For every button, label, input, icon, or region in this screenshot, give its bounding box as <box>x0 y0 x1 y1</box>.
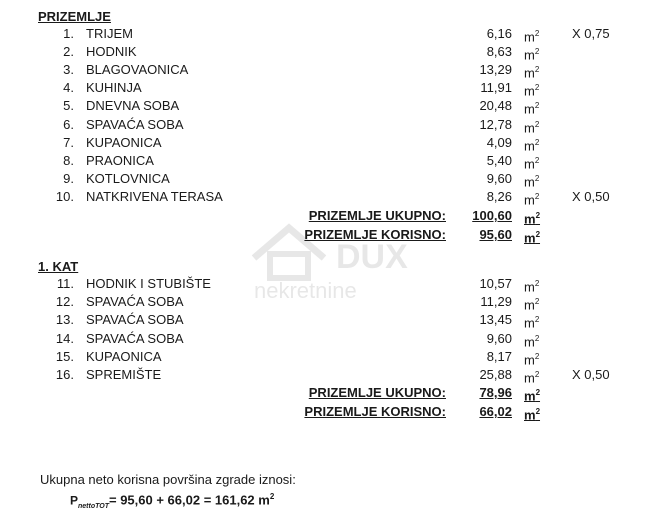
row-number: 6. <box>63 116 74 132</box>
row-number: 16. <box>55 367 74 382</box>
row-number: 8. <box>63 152 74 168</box>
total-row <box>0 403 654 421</box>
room-name: BLAGOVAONICA <box>86 62 189 78</box>
room-name: TRIJEM <box>86 26 133 41</box>
area-value: 12,78 <box>479 116 512 132</box>
area-unit: $m^2$ <box>524 370 540 386</box>
row-number: 3. <box>63 62 74 78</box>
area-value: 9,60 <box>486 170 512 186</box>
summary-formula <box>70 492 274 510</box>
total-label: PRIZEMLJE KORISNO: <box>304 227 446 242</box>
total-label: PRIZEMLJE UKUPNO: <box>308 208 446 223</box>
area-unit: $m^2$ <box>524 119 540 135</box>
table-row <box>0 293 654 311</box>
row-number: 9. <box>63 170 74 186</box>
room-name: KUPAONICA <box>86 134 162 150</box>
total-value: 95,60 <box>479 227 512 242</box>
area-value: 6,16 <box>486 26 512 41</box>
area-factor: X 0,75 <box>572 26 610 41</box>
table-row <box>0 134 654 152</box>
table-row <box>0 61 654 79</box>
area-value: 4,09 <box>486 134 512 150</box>
table-row <box>0 366 654 384</box>
room-name: SPAVAĆA SOBA <box>86 294 184 310</box>
p-subscript: nettoTOT <box>78 502 109 510</box>
area-value: 9,60 <box>486 330 512 346</box>
total-unit: $m^2$ <box>524 211 541 227</box>
table-row <box>0 275 654 293</box>
p-symbol: P <box>70 493 79 508</box>
total-value: 78,96 <box>479 385 512 400</box>
area-value: 8,26 <box>486 188 512 204</box>
first-floor-heading: 1. KAT <box>38 259 79 274</box>
total-value: 66,02 <box>479 404 512 419</box>
total-row <box>0 226 654 244</box>
ground-floor-heading: PRIZEMLJE <box>38 9 111 24</box>
area-unit: $m^2$ <box>524 155 540 172</box>
row-number: 10. <box>55 188 74 204</box>
room-name: PRAONICA <box>86 152 154 168</box>
total-value: 100,60 <box>472 208 512 223</box>
room-name: KUPAONICA <box>86 348 162 364</box>
total-unit: $m^2$ <box>524 407 541 423</box>
area-unit: $m^2$ <box>524 29 540 45</box>
area-unit: $m^2$ <box>524 333 540 349</box>
area-unit: $m^2$ <box>524 279 540 295</box>
area-value: 10,57 <box>479 276 512 291</box>
row-number: 5. <box>63 98 74 114</box>
area-unit: $m^2$ <box>524 47 540 63</box>
room-name: SPAVAĆA SOBA <box>86 312 184 328</box>
room-name: DNEVNA SOBA <box>86 98 180 114</box>
table-row <box>0 188 654 206</box>
table-row <box>0 25 654 43</box>
area-value: 20,48 <box>479 98 512 114</box>
summary-equation-exp: 2 <box>269 492 275 501</box>
total-label: PRIZEMLJE KORISNO: <box>304 404 446 419</box>
table-row <box>0 116 654 134</box>
table-row <box>0 79 654 97</box>
summary-note: Ukupna neto korisna površina zgrade iznosi: <box>40 472 296 487</box>
room-name: SPAVAĆA SOBA <box>86 116 184 132</box>
room-name: SPAVAĆA SOBA <box>86 330 184 346</box>
area-value: 11,91 <box>480 80 512 96</box>
room-name: HODNIK <box>86 44 137 60</box>
summary-equation: = 95,60 + 66,02 = 161,62 m <box>109 492 270 508</box>
area-unit: $m^2$ <box>524 297 540 313</box>
watermark-brand: DUX <box>336 238 408 276</box>
row-number: 4. <box>63 80 74 96</box>
area-value: 8,17 <box>486 348 512 364</box>
total-label: PRIZEMLJE UKUPNO: <box>308 385 446 400</box>
room-name: NATKRIVENA TERASA <box>86 188 223 204</box>
table-row <box>0 97 654 115</box>
row-number: 7. <box>63 134 74 150</box>
area-unit: $m^2$ <box>524 137 540 153</box>
room-name: KUHINJA <box>86 80 142 96</box>
area-value: 13,29 <box>479 62 512 78</box>
area-unit: $m^2$ <box>524 83 540 99</box>
row-number: 13. <box>55 312 74 328</box>
area-unit: $m^2$ <box>524 315 540 331</box>
area-factor: X 0,50 <box>572 188 610 204</box>
area-value: 8,63 <box>486 44 512 60</box>
area-unit: $m^2$ <box>524 351 540 368</box>
area-factor: X 0,50 <box>572 367 610 382</box>
row-number: 14. <box>55 330 74 346</box>
area-unit: $m^2$ <box>524 101 540 117</box>
room-name: SPREMIŠTE <box>86 367 162 382</box>
room-name: HODNIK I STUBIŠTE <box>86 276 211 291</box>
row-number: 1. <box>63 26 74 41</box>
total-row <box>0 384 654 402</box>
row-number: 12. <box>55 294 74 310</box>
area-value: 25,88 <box>479 367 512 382</box>
table-row <box>0 348 654 366</box>
area-unit: $m^2$ <box>524 191 540 208</box>
total-row <box>0 207 654 225</box>
area-unit: $m^2$ <box>524 65 540 81</box>
table-row <box>0 43 654 61</box>
table-row <box>0 152 654 170</box>
watermark-sub: nekretnine <box>254 278 357 303</box>
total-unit: $m^2$ <box>524 230 541 246</box>
row-number: 11. <box>56 276 74 291</box>
total-unit: $m^2$ <box>524 388 541 404</box>
table-row <box>0 311 654 329</box>
room-name: KOTLOVNICA <box>86 170 170 186</box>
table-row <box>0 330 654 348</box>
area-unit: $m^2$ <box>524 173 540 190</box>
area-value: 11,29 <box>480 294 512 310</box>
row-number: 2. <box>63 44 74 60</box>
row-number: 15. <box>55 348 74 364</box>
table-row <box>0 170 654 188</box>
area-value: 13,45 <box>479 312 512 328</box>
area-value: 5,40 <box>486 152 512 168</box>
